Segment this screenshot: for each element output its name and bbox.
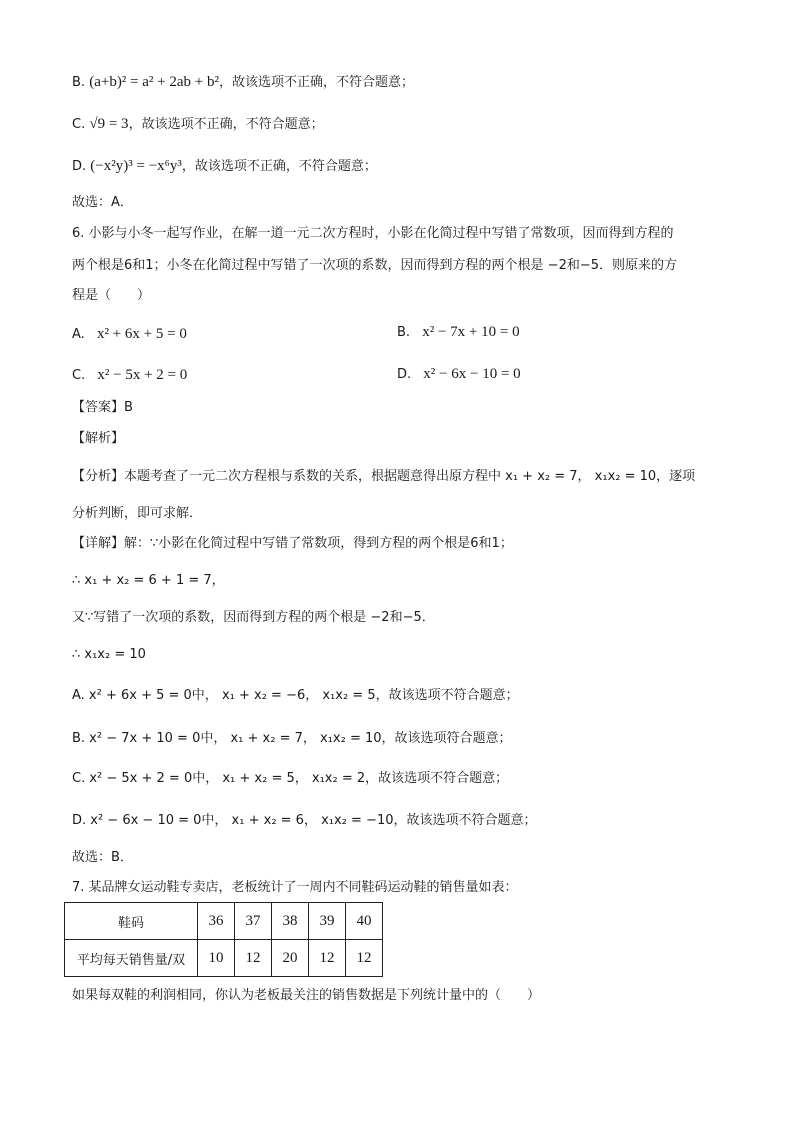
q6-stem-line-1: 6. 小影与小冬一起写作业，在解一道一元二次方程时，小影在化简过程中写错了常数项，因而得到方程的 <box>72 226 674 241</box>
prev-option-b <box>72 72 414 93</box>
prev-option-d <box>72 156 377 177</box>
math-expression: √9 = 3 <box>89 116 129 132</box>
q6-check-d: D. x² − 6x − 10 = 0中， x₁ + x₂ = 6， x₁x₂ = −10，故该选项不符合题意； <box>72 813 537 828</box>
table-cell: 40 <box>346 903 383 940</box>
option-text: ，故该选项不正确，不符合题意； <box>181 159 377 174</box>
table-cell: 39 <box>309 903 346 940</box>
table-cell: 38 <box>272 903 309 940</box>
table-cell: 20 <box>272 940 309 977</box>
math-expression: (a+b)² = a² + 2ab + b² <box>89 74 219 90</box>
q6-choose: 故选：B． <box>72 850 133 865</box>
option-text: ，故该选项不正确，不符合题意； <box>219 75 415 90</box>
q6-stem-line-3: 程是（ ） <box>72 288 151 303</box>
math-expression: x² − 5x + 2 = 0 <box>97 367 188 383</box>
q6-option-b <box>397 322 520 343</box>
q6-analysis-line-1: 【分析】本题考查了一元二次方程根与系数的关系，根据题意得出原方程中 x₁ + x₂ = 7， x₁x₂ = 10，逐项 <box>72 469 696 484</box>
q6-analysis-line-2: 分析判断，即可求解． <box>72 506 203 521</box>
q6-option-c <box>72 365 187 386</box>
table-cell: 36 <box>198 903 235 940</box>
q6-stem-line-2: 两个根是6和1；小冬在化简过程中写错了一次项的系数，因而得到方程的两个根是 −2和−5．则原来的方 <box>72 258 678 273</box>
option-label: C. <box>72 117 86 132</box>
prev-choose: 故选：A． <box>72 195 133 210</box>
math-expression: x² + 6x + 5 = 0 <box>96 326 187 342</box>
option-label: B. <box>397 325 411 340</box>
q6-detail-line-2: ∴ x₁ + x₂ = 6 + 1 = 7， <box>72 573 225 588</box>
q6-detail-line-3: 又∵写错了一次项的系数，因而得到方程的两个根是 −2和−5． <box>72 610 435 625</box>
math-expression: x² − 7x + 10 = 0 <box>422 324 520 340</box>
q6-check-c: C. x² − 5x + 2 = 0中， x₁ + x₂ = 5， x₁x₂ = 2，故该选项不符合题意； <box>72 771 509 786</box>
prev-option-c <box>72 114 324 135</box>
shoe-sales-table <box>64 902 383 977</box>
math-expression: (−x²y)³ = −x⁶y³ <box>90 158 182 174</box>
q6-option-d <box>397 364 521 385</box>
math-expression: x² − 6x − 10 = 0 <box>423 366 521 382</box>
option-label: D. <box>72 159 87 174</box>
table-cell: 37 <box>235 903 272 940</box>
option-label: C. <box>72 368 86 383</box>
table-row <box>65 940 383 977</box>
option-label: B. <box>72 75 86 90</box>
q7-stem: 7. 某品牌女运动鞋专卖店，老板统计了一周内不同鞋码运动鞋的销售量如表： <box>72 880 518 895</box>
table-cell: 12 <box>346 940 383 977</box>
q6-detail-line-4: ∴ x₁x₂ = 10 <box>72 647 146 662</box>
table-cell: 10 <box>198 940 235 977</box>
q6-check-b: B. x² − 7x + 10 = 0中， x₁ + x₂ = 7， x₁x₂ = 10，故该选项符合题意； <box>72 731 512 746</box>
option-text: ，故该选项不正确，不符合题意； <box>128 117 324 132</box>
table-cell: 12 <box>309 940 346 977</box>
q6-answer: 【答案】B <box>72 400 133 415</box>
table-header-cell: 鞋码 <box>65 903 198 940</box>
table-cell: 12 <box>235 940 272 977</box>
table-header-cell: 平均每天销售量/双 <box>65 940 198 977</box>
q6-option-a <box>72 324 187 345</box>
option-label: D. <box>397 367 412 382</box>
q6-check-a: A. x² + 6x + 5 = 0中， x₁ + x₂ = −6， x₁x₂ = 5，故该选项不符合题意； <box>72 688 519 703</box>
q6-analysis-heading: 【解析】 <box>72 431 125 446</box>
q6-detail-line-1: 【详解】解：∵小影在化简过程中写错了常数项，得到方程的两个根是6和1； <box>72 536 513 551</box>
q7-question: 如果每双鞋的利润相同，你认为老板最关注的销售数据是下列统计量中的（ ） <box>72 988 541 1003</box>
option-label: A. <box>72 327 85 342</box>
table-row <box>65 903 383 940</box>
